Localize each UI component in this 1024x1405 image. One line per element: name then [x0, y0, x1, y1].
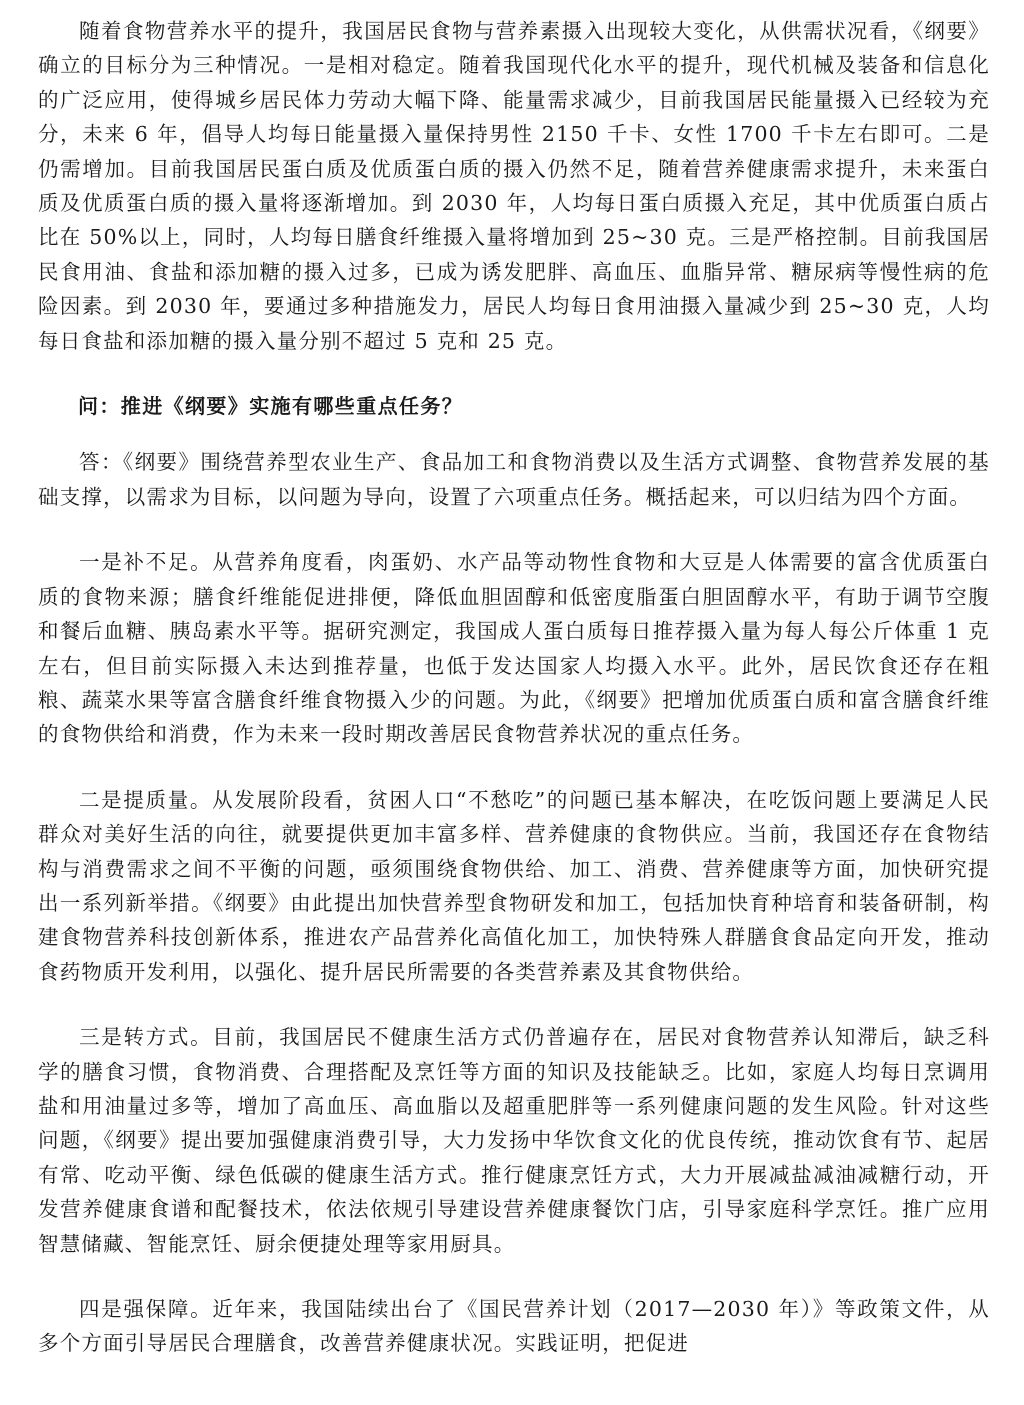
- task-three-paragraph: 三是转方式。目前，我国居民不健康生活方式仍普遍存在，居民对食物营养认知滞后，缺乏科学的膳食习惯，食物消费、合理搭配及烹饪等方面的知识及技能缺乏。比如，家庭人均每日烹调用盐和用油量过多等，增加了高血压、高血脂以及超重肥胖等一系列健康问题的发生风险。针对这些问题，《纲要》提出要加强健康消费引导，大力发扬中华饮食文化的优良传统，推动饮食有节、起居有常、吃动平衡、绿色低碳的健康生活方式。推行健康烹饪方式，大力开展减盐减油减糖行动，开发营养健康食谱和配餐技术，依法依规引导建设营养健康餐饮门店，引导家庭科学烹饪。推广应用智慧储藏、智能烹饪、厨余便捷处理等家用厨具。: [38, 1025, 990, 1256]
- task-one-paragraph: 一是补不足。从营养角度看，肉蛋奶、水产品等动物性食物和大豆是人体需要的富含优质蛋白质的食物来源；膳食纤维能促进排便，降低血胆固醇和低密度脂蛋白胆固醇水平，有助于调节空腹和餐后血糖、胰岛素水平等。据研究测定，我国成人蛋白质每日推荐摄入量为每人每公斤体重 1 克左右，但目前实际摄入未达到推荐量，也低于发达国家人均摄入水平。此外，居民饮食还存在粗粮、蔬菜水果等富含膳食纤维食物摄入少的问题。为此，《纲要》把增加优质蛋白质和富含膳食纤维的食物供给和消费，作为未来一段时期改善居民食物营养状况的重点任务。: [38, 550, 990, 747]
- task-four-paragraph: 四是强保障。近年来，我国陆续出台了《国民营养计划（2017—2030 年）》等政策文件，从多个方面引导居民合理膳食，改善营养健康状况。实践证明，把促进: [38, 1297, 990, 1356]
- answer-intro-paragraph: 答：《纲要》围绕营养型农业生产、食品加工和食物消费以及生活方式调整、食物营养发展的基础支撑，以需求为目标，以问题为导向，设置了六项重点任务。概括起来，可以归结为四个方面。: [38, 450, 990, 509]
- task-two-paragraph: 二是提质量。从发展阶段看，贫困人口“不愁吃”的问题已基本解决，在吃饭问题上要满足人民群众对美好生活的向往，就要提供更加丰富多样、营养健康的食物供应。当前，我国还存在食物结构与消费需求之间不平衡的问题，亟须围绕食物供给、加工、消费、营养健康等方面，加快研究提出一系列新举措。《纲要》由此提出加快营养型食物研发和加工，包括加快育种培育和装备研制，构建食物营养科技创新体系，推进农产品营养化高值化加工，加快特殊人群膳食食品定向开发，推动食药物质开发利用，以强化、提升居民所需要的各类营养素及其食物供给。: [38, 787, 990, 984]
- document-page: [38, 14, 990, 1361]
- paragraph-gap: [38, 1261, 990, 1292]
- paragraph-gap: [38, 514, 990, 545]
- paragraph-nutrition-targets: 随着食物营养水平的提升，我国居民食物与营养素摄入出现较大变化，从供需状况看，《纲要》确立的目标分为三种情况。一是相对稳定。随着我国现代化水平的提升，现代机械及装备和信息化的广泛应用，使得城乡居民体力劳动大幅下降、能量需求减少，目前我国居民能量摄入已经较为充分，未来 6 年，倡导人均每日能量摄入量保持男性 2150 千卡、女性 1700 千卡左右即可。二是仍需增加。目前我国居民蛋白质及优质蛋白质的摄入仍然不足，随着营养健康需求提升，未来蛋白质及优质蛋白质的摄入量将逐渐增加。到 2030 年，人均每日蛋白质摄入充足，其中优质蛋白质占比在 50%以上，同时，人均每日膳食纤维摄入量将增加到 25~30 克。三是严格控制。目前我国居民食用油、食盐和添加糖的摄入过多，已成为诱发肥胖、高血压、血脂异常、糖尿病等慢性病的危险因素。到 2030 年，要通过多种措施发力，居民人均每日食用油摄入量减少到 25~30 克，人均每日食盐和添加糖的摄入量分别不超过 5 克和 25 克。: [38, 19, 990, 353]
- paragraph-gap: [38, 752, 990, 783]
- paragraph-gap: [38, 989, 990, 1020]
- question-heading: 问：推进《纲要》实施有哪些重点任务？: [78, 394, 464, 419]
- paragraph-gap: [38, 358, 990, 389]
- paragraph-gap: [38, 423, 990, 445]
